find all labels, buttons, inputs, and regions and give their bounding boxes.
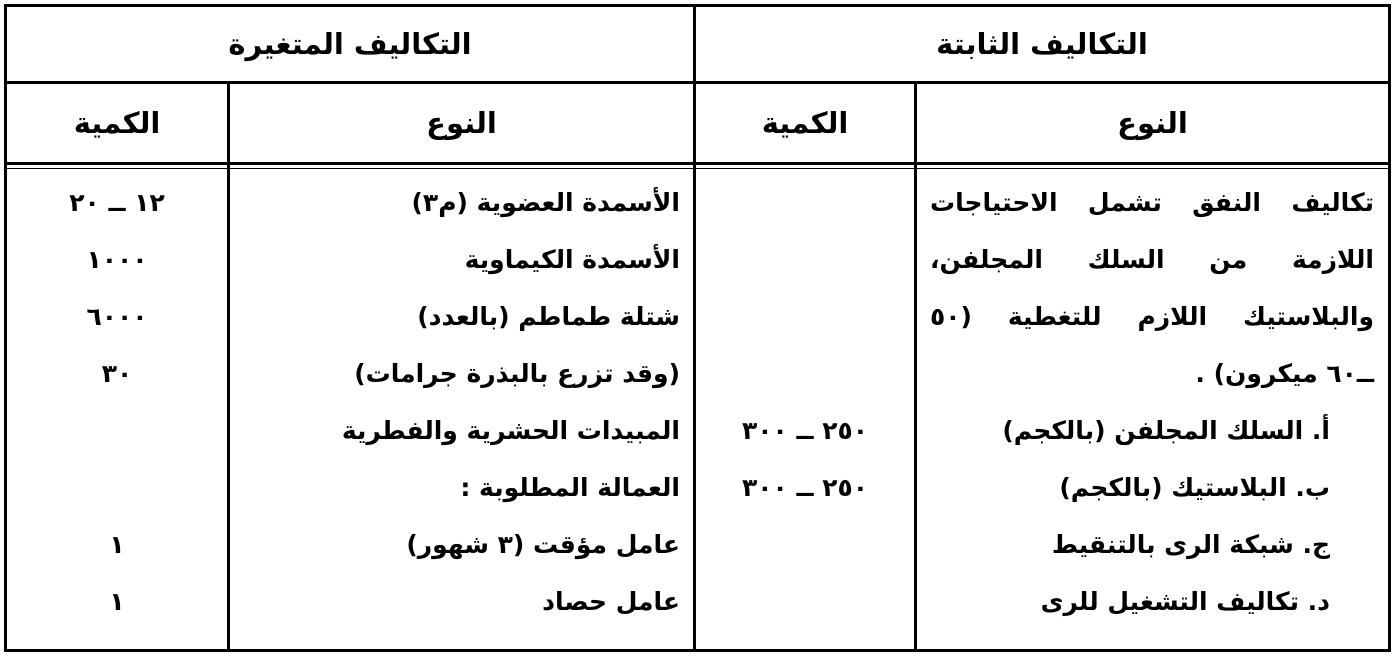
fixed-costs-header: التكاليف الثابتة — [936, 27, 1148, 61]
variable-type-column — [240, 171, 680, 646]
variable-qty-1: ١٢ ــ ٢٠ — [69, 188, 165, 217]
fixed-row-1: تكاليف النفق تشمل الاحتياجات — [930, 188, 1374, 217]
fixed-qty-1: ٢٥٠ ــ ٣٠٠ — [741, 416, 869, 445]
variable-qty-header: الكمية — [73, 106, 161, 140]
variable-row-8: عامل حصاد — [542, 587, 680, 616]
subheader-rule-inner — [7, 168, 1388, 169]
fixed-row-6: ب. البلاستيك (بالكجم) — [1059, 473, 1330, 502]
variable-row-4: (وقد تزرع بالبذرة جرامات) — [354, 359, 680, 388]
variable-row-5: المبيدات الحشرية والفطرية — [341, 416, 680, 445]
variable-row-1: الأسمدة العضوية (م٣) — [411, 188, 680, 217]
subheader-rule — [7, 162, 1388, 165]
fixed-qty-2: ٢٥٠ ــ ٣٠٠ — [741, 473, 869, 502]
fixed-row-4: ــ٦٠ ميكرون) . — [1195, 359, 1374, 388]
fixed-row-8: د. تكاليف التشغيل للرى — [1040, 587, 1330, 616]
fixed-row-3: والبلاستيك اللازم للتغطية (٥٠ — [930, 302, 1374, 331]
variable-qty-5: ١ — [109, 530, 125, 559]
variable-type-header: النوع — [426, 106, 497, 140]
variable-row-6: العمالة المطلوبة : — [460, 473, 680, 502]
fixed-row-5: أ. السلك المجلفن (بالكجم) — [1002, 416, 1330, 445]
fixed-row-2: اللازمة من السلك المجلفن، — [930, 245, 1374, 274]
variable-row-7: عامل مؤقت (٣ شهور) — [406, 530, 680, 559]
variable-row-2: الأسمدة الكيماوية — [464, 245, 680, 274]
variable-qty-4: ٣٠ — [101, 359, 133, 388]
fixed-row-7: ج. شبكة الرى بالتنقيط — [1051, 530, 1330, 559]
variable-costs-header: التكاليف المتغيرة — [228, 27, 472, 61]
variable-row-3: شتلة طماطم (بالعدد) — [417, 302, 680, 331]
variable-qty-3: ٦٠٠٠ — [86, 302, 148, 331]
variable-qty-2: ١٠٠٠ — [86, 245, 148, 274]
fixed-type-header: النوع — [1117, 106, 1188, 140]
variable-qty-6: ١ — [109, 587, 125, 616]
fixed-type-column — [930, 171, 1374, 646]
fixed-qty-header: الكمية — [761, 106, 849, 140]
